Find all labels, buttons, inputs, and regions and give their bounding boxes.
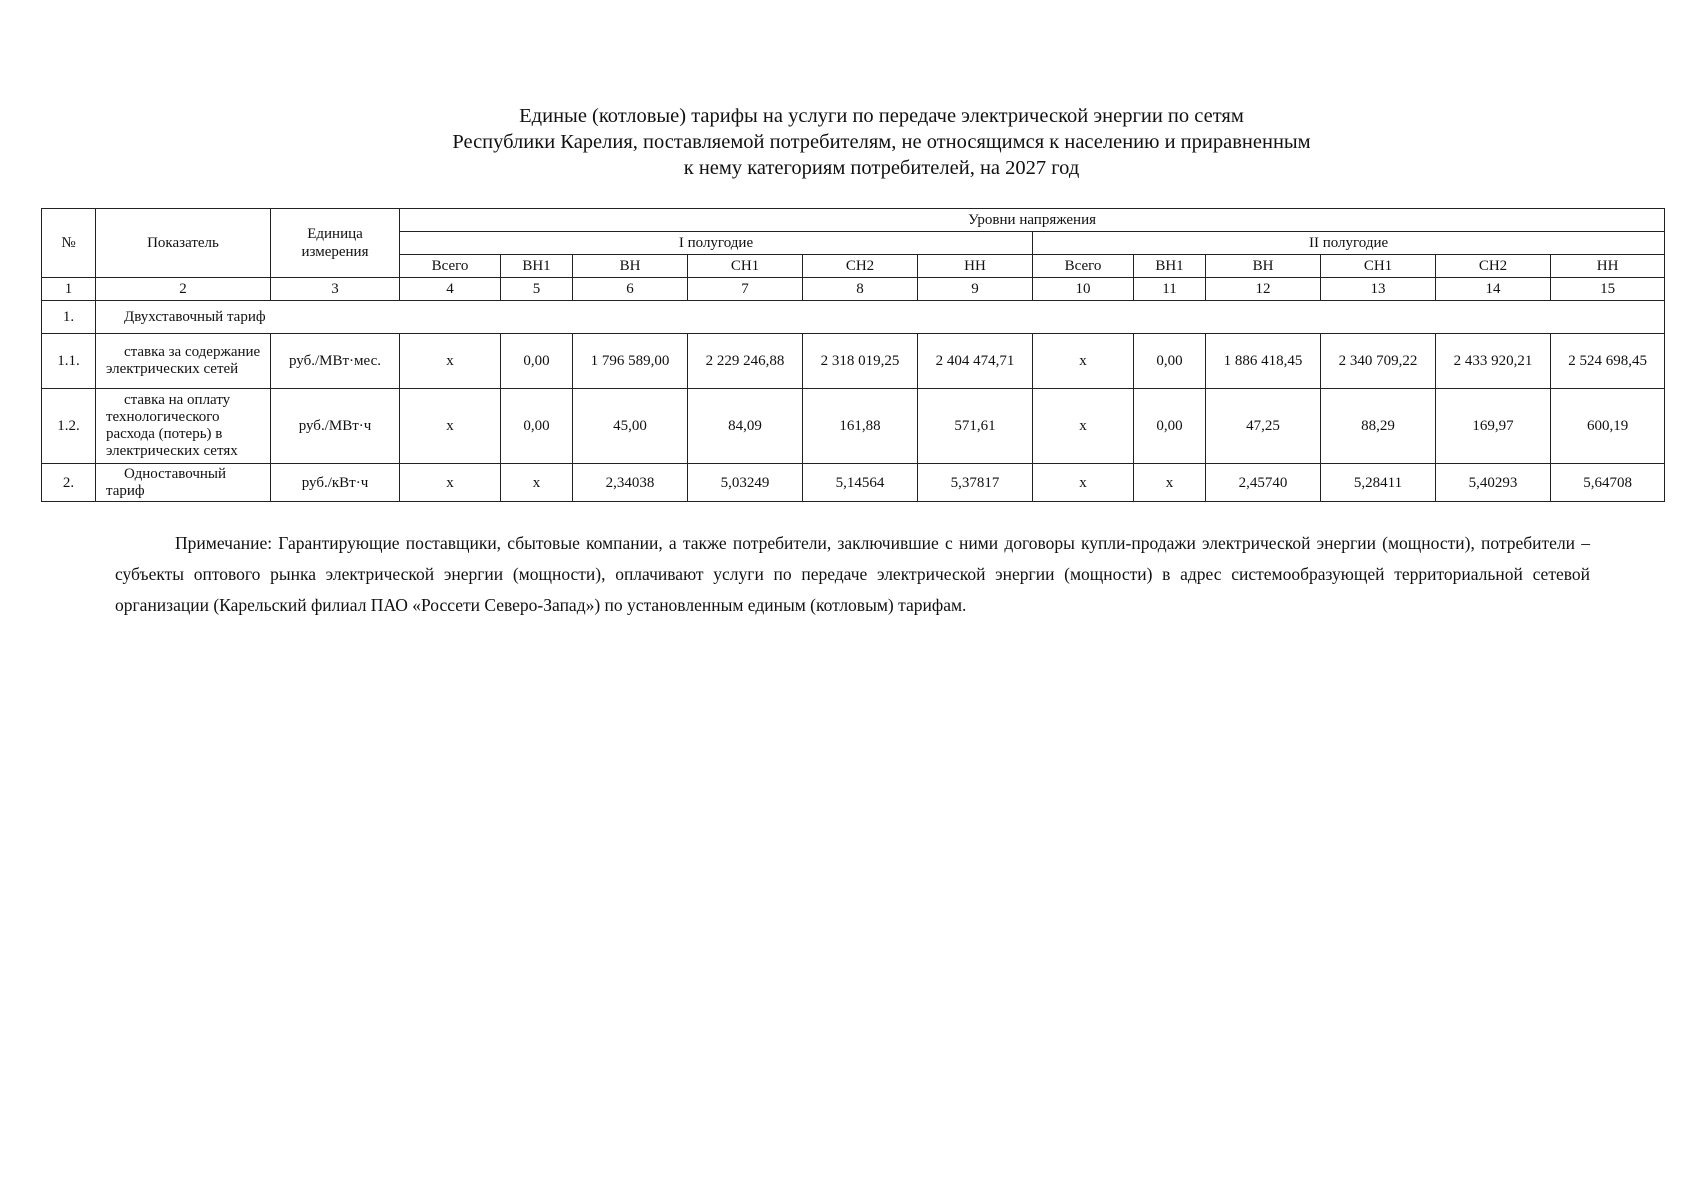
column-number: 9 bbox=[918, 278, 1033, 301]
section-row bbox=[42, 301, 1665, 334]
header-level-vn-h2: ВН bbox=[1206, 255, 1321, 278]
row-no: 2. bbox=[42, 464, 96, 502]
cell-h1-vn1: 0,00 bbox=[501, 389, 573, 464]
header-half-2: II полугодие bbox=[1033, 232, 1665, 255]
header-level-sn2-h1: СН2 bbox=[803, 255, 918, 278]
cell-h1-nn: 5,37817 bbox=[918, 464, 1033, 502]
document-title bbox=[0, 103, 1696, 181]
header-indicator: Показатель bbox=[96, 209, 271, 278]
row-indicator: ставка за содержание электрических сетей bbox=[96, 334, 271, 389]
title-line-3: к нему категориям потребителей, на 2027 год bbox=[683, 157, 1080, 179]
column-number: 3 bbox=[271, 278, 400, 301]
cell-h1-sn1: 5,03249 bbox=[688, 464, 803, 502]
header-voltage-levels: Уровни напряжения bbox=[400, 209, 1665, 232]
cell-h2-total: х bbox=[1033, 334, 1134, 389]
title-line-1: Единые (котловые) тарифы на услуги по передаче электрической энергии по сетям bbox=[519, 105, 1244, 127]
cell-h2-sn2: 2 433 920,21 bbox=[1436, 334, 1551, 389]
table-row bbox=[42, 464, 1665, 502]
cell-h1-sn2: 5,14564 bbox=[803, 464, 918, 502]
cell-h2-sn2: 5,40293 bbox=[1436, 464, 1551, 502]
cell-h2-nn: 600,19 bbox=[1551, 389, 1665, 464]
row-no: 1.2. bbox=[42, 389, 96, 464]
cell-h2-sn1: 5,28411 bbox=[1321, 464, 1436, 502]
cell-h2-sn2: 169,97 bbox=[1436, 389, 1551, 464]
cell-h2-sn1: 88,29 bbox=[1321, 389, 1436, 464]
header-level-vn-h1: ВН bbox=[573, 255, 688, 278]
note-paragraph: Примечание: Гарантирующие поставщики, сбытовые компании, а также потребители, заключившие с ними договоры купли-продажи электрической энергии (мощности), потребители – субъекты оптового рынка электрической энергии (мощности), оплачивают услуги по передаче электрической энергии (мощности) в адрес системообразующей территориальной сетевой организации (Карельский филиал ПАО «Россети Северо-Запад») по установленным единым (котловым) тарифам. bbox=[115, 533, 1590, 615]
cell-h2-vn: 1 886 418,45 bbox=[1206, 334, 1321, 389]
header-no: № bbox=[42, 209, 96, 278]
cell-h1-sn2: 161,88 bbox=[803, 389, 918, 464]
header-row-1 bbox=[42, 209, 1665, 232]
cell-h2-vn1: 0,00 bbox=[1134, 334, 1206, 389]
header-half-1: I полугодие bbox=[400, 232, 1033, 255]
column-number: 7 bbox=[688, 278, 803, 301]
cell-h2-vn: 47,25 bbox=[1206, 389, 1321, 464]
cell-h2-nn: 5,64708 bbox=[1551, 464, 1665, 502]
cell-h1-vn1: 0,00 bbox=[501, 334, 573, 389]
column-number: 12 bbox=[1206, 278, 1321, 301]
row-unit: руб./МВт·ч bbox=[271, 389, 400, 464]
header-level-nn-h2: НН bbox=[1551, 255, 1665, 278]
cell-h2-total: х bbox=[1033, 464, 1134, 502]
tariff-table bbox=[41, 208, 1665, 502]
header-level-total-h1: Всего bbox=[400, 255, 501, 278]
section-label: Двухставочный тариф bbox=[96, 301, 1665, 334]
section-no: 1. bbox=[42, 301, 96, 334]
cell-h1-sn1: 2 229 246,88 bbox=[688, 334, 803, 389]
cell-h2-vn: 2,45740 bbox=[1206, 464, 1321, 502]
column-number: 13 bbox=[1321, 278, 1436, 301]
column-number: 4 bbox=[400, 278, 501, 301]
header-level-vn1-h2: ВН1 bbox=[1134, 255, 1206, 278]
column-number: 6 bbox=[573, 278, 688, 301]
cell-h1-vn: 1 796 589,00 bbox=[573, 334, 688, 389]
column-number: 2 bbox=[96, 278, 271, 301]
cell-h2-total: х bbox=[1033, 389, 1134, 464]
table-row bbox=[42, 334, 1665, 389]
row-no: 1.1. bbox=[42, 334, 96, 389]
column-number-row bbox=[42, 278, 1665, 301]
cell-h2-vn1: 0,00 bbox=[1134, 389, 1206, 464]
cell-h1-total: х bbox=[400, 464, 501, 502]
cell-h1-sn2: 2 318 019,25 bbox=[803, 334, 918, 389]
row-indicator: Одноставочный тариф bbox=[96, 464, 271, 502]
column-number: 15 bbox=[1551, 278, 1665, 301]
header-level-vn1-h1: ВН1 bbox=[501, 255, 573, 278]
cell-h1-vn1: х bbox=[501, 464, 573, 502]
cell-h1-vn: 2,34038 bbox=[573, 464, 688, 502]
cell-h1-vn: 45,00 bbox=[573, 389, 688, 464]
cell-h1-total: х bbox=[400, 334, 501, 389]
table-row bbox=[42, 389, 1665, 464]
title-line-2: Республики Карелия, поставляемой потребителям, не относящимся к населению и приравненным bbox=[452, 131, 1311, 153]
header-level-sn1-h1: СН1 bbox=[688, 255, 803, 278]
row-indicator: ставка на оплату технологического расхода (потерь) в электрических сетях bbox=[96, 389, 271, 464]
column-number: 14 bbox=[1436, 278, 1551, 301]
header-unit: Единица измерения bbox=[271, 209, 400, 278]
column-number: 10 bbox=[1033, 278, 1134, 301]
cell-h1-nn: 2 404 474,71 bbox=[918, 334, 1033, 389]
cell-h2-vn1: х bbox=[1134, 464, 1206, 502]
header-level-sn2-h2: СН2 bbox=[1436, 255, 1551, 278]
header-level-total-h2: Всего bbox=[1033, 255, 1134, 278]
row-unit: руб./МВт·мес. bbox=[271, 334, 400, 389]
column-number: 11 bbox=[1134, 278, 1206, 301]
cell-h1-nn: 571,61 bbox=[918, 389, 1033, 464]
column-number: 5 bbox=[501, 278, 573, 301]
cell-h2-nn: 2 524 698,45 bbox=[1551, 334, 1665, 389]
cell-h1-total: х bbox=[400, 389, 501, 464]
column-number: 8 bbox=[803, 278, 918, 301]
cell-h1-sn1: 84,09 bbox=[688, 389, 803, 464]
header-level-nn-h1: НН bbox=[918, 255, 1033, 278]
row-unit: руб./кВт·ч bbox=[271, 464, 400, 502]
header-level-sn1-h2: СН1 bbox=[1321, 255, 1436, 278]
column-number: 1 bbox=[42, 278, 96, 301]
cell-h2-sn1: 2 340 709,22 bbox=[1321, 334, 1436, 389]
